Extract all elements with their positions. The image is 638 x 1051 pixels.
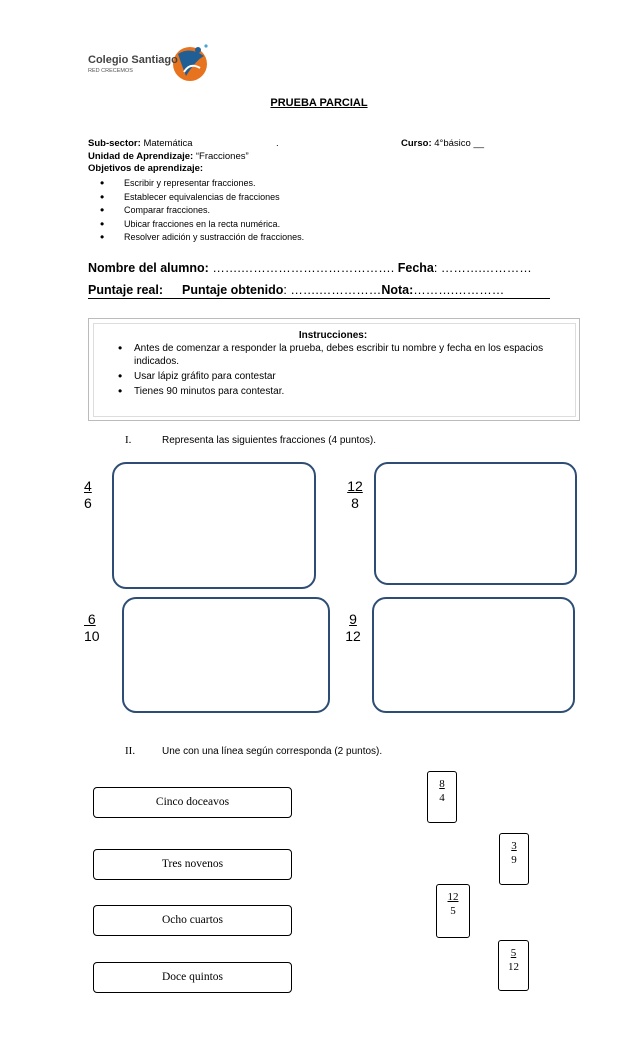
objective-item: • Resolver adición y sustracción de fracciones. xyxy=(100,231,304,245)
fraction-6-10: 6 10 xyxy=(84,611,100,644)
drawing-box-1[interactable] xyxy=(112,462,316,589)
logo-name: Colegio Santiago xyxy=(88,54,178,66)
fraction-4-6: 4 6 xyxy=(84,478,92,511)
objective-item: • Ubicar fracciones en la recta numérica. xyxy=(100,218,304,232)
objective-item: • Comparar fracciones. xyxy=(100,204,304,218)
drawing-box-3[interactable] xyxy=(122,597,330,713)
objective-item: • Establecer equivalencias de fracciones xyxy=(100,191,304,205)
fraction-box-12-5[interactable]: 12 5 xyxy=(436,884,470,938)
fraction-12-8: 12 8 xyxy=(347,478,363,511)
instructions-list xyxy=(118,342,568,400)
fraction-9-12: 9 12 xyxy=(345,611,361,644)
student-name-line: Nombre del alumno: …….………………………………. Fecha: ……….………… xyxy=(88,261,532,275)
fraction-box-3-9[interactable]: 3 9 xyxy=(499,833,529,885)
fraction-box-5-12[interactable]: 5 12 xyxy=(498,940,529,991)
score-underline xyxy=(88,298,550,299)
objectives-list xyxy=(100,177,304,245)
objective-item: • Escribir y representar fracciones. xyxy=(100,177,304,191)
drawing-box-2[interactable] xyxy=(374,462,577,585)
subsector-line: Sub-sector: Matemática xyxy=(88,138,193,149)
section2-text: Une con una línea según corresponda (2 puntos). xyxy=(162,746,383,757)
logo-subtitle: RED CRECEMOS xyxy=(88,68,133,74)
word-box-tres-novenos[interactable]: Tres novenos xyxy=(93,849,292,880)
section1-text: Representa las siguientes fracciones (4 puntos). xyxy=(162,435,377,446)
unidad-line: Unidad de Aprendizaje: “Fracciones” xyxy=(88,151,249,162)
subsector-dot: . xyxy=(276,138,279,149)
fraction-box-8-4[interactable]: 8 4 xyxy=(427,771,457,823)
page-title: PRUEBA PARCIAL xyxy=(270,97,368,109)
curso-line: Curso: 4°básico __ xyxy=(401,138,485,149)
instruction-item: • Tienes 90 minutos para contestar. xyxy=(118,385,568,398)
word-box-cinco-doceavos[interactable]: Cinco doceavos xyxy=(93,787,292,818)
instruction-item: • Usar lápiz gráfito para contestar xyxy=(118,370,568,383)
word-box-ocho-cuartos[interactable]: Ocho cuartos xyxy=(93,905,292,936)
drawing-box-4[interactable] xyxy=(372,597,575,713)
instruction-item: • Antes de comenzar a responder la prueba, debes escribir tu nombre y fecha en los espacios indicados. xyxy=(118,342,568,368)
section2-number: II. xyxy=(125,745,136,757)
score-line: Puntaje real: Puntaje obtenido: …….……………Nota:……….………… xyxy=(88,283,505,297)
word-box-doce-quintos[interactable]: Doce quintos xyxy=(93,962,292,993)
section1-number: I. xyxy=(125,434,132,446)
objetivos-label: Objetivos de aprendizaje: xyxy=(88,163,204,174)
instructions-title: Instrucciones: xyxy=(298,330,368,341)
